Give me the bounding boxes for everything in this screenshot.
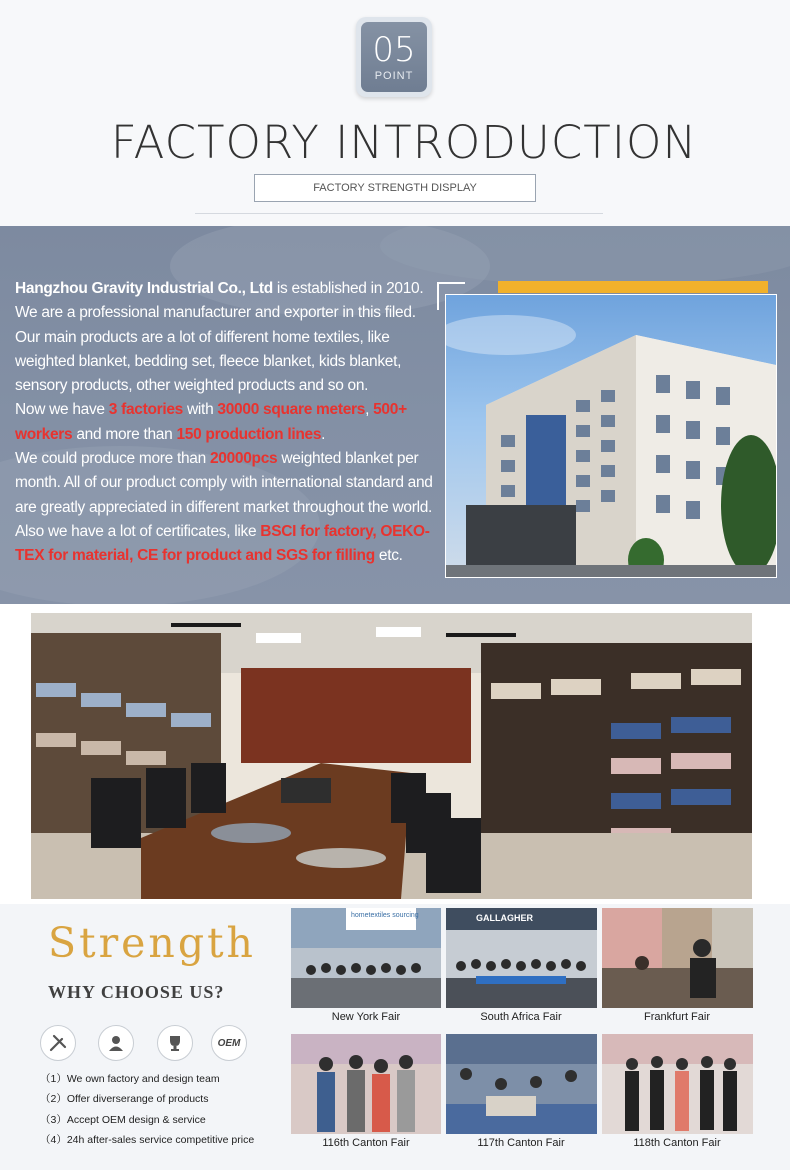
point-badge [356, 17, 432, 97]
fair-photo-118th-canton [602, 1034, 753, 1134]
building-illustration [446, 295, 776, 577]
highlight-factories: 3 factories [108, 401, 184, 419]
reason-item: （4）24h after-sales service competitive price [40, 1134, 255, 1146]
divider [195, 213, 603, 214]
highlight-pcs: 20000pcs [209, 450, 278, 468]
oem-icon [211, 1025, 247, 1061]
factory-building-photo [445, 294, 777, 578]
fair-label: New York Fair [331, 1011, 401, 1023]
intro-text: Hangzhou Gravity Industrial Co., Ltd is established in 2010. We are a professional manufacturer and exporter in this filed. Our main products are a lot of different home textiles, like weighted blanket, bedding set, fleece blanket, kids blanket, sensory products, other weighted products and so on. Now we have 3 factories with 30000 square meters, 500+ workers and more than 150 production lines. We could produce more than 20000pcs weighted blanket per month. All of our product comply with international standard and are greatly appreciated in different market throughout the world. Also we have a lot of certificates, like BSCI for factory, OEKO-TEX for material, CE for product and SGS for filling etc. [15, 280, 433, 565]
company-name: Hangzhou Gravity Industrial Co., Ltd [15, 280, 273, 297]
tools-icon [40, 1025, 76, 1061]
reason-item: （1）We own factory and design team [40, 1073, 220, 1085]
intro-section [0, 226, 790, 604]
badge-label: POINT [374, 70, 414, 82]
fair-label: 116th Canton Fair [322, 1137, 410, 1149]
highlight-lines: 150 production lines [176, 425, 322, 443]
fair-label: 118th Canton Fair [633, 1137, 721, 1149]
person-icon [98, 1025, 134, 1061]
why-choose-us-heading: WHY CHOOSE US? [48, 982, 225, 1002]
fair-photo-frankfurt [602, 908, 753, 1008]
fair-label: Frankfurt Fair [643, 1011, 710, 1023]
page-title: FACTORY INTRODUCTION [110, 116, 698, 169]
header-section [0, 0, 790, 226]
fair-photo-116th-canton [291, 1034, 441, 1134]
fair-label: 117th Canton Fair [477, 1137, 565, 1149]
fair-photo-new-york [291, 908, 441, 1008]
showroom-photo [31, 613, 752, 899]
badge-number: 05 [372, 30, 416, 70]
oem-label: OEM [217, 1037, 241, 1049]
highlight-area: 30000 square meters [217, 401, 366, 419]
reason-item: （2）Offer diverserange of products [40, 1093, 209, 1105]
fair-photo-south-africa [446, 908, 597, 1008]
accent-bar [498, 281, 768, 293]
strength-title: Strength [48, 919, 256, 967]
highlight-certs: BSCI for factory, OEKO-TEX for material, CE for product and SGS for filling [15, 522, 430, 565]
point-badge-inner [361, 22, 427, 92]
fair-sign-text: GALLAGHER [476, 913, 533, 923]
fair-sign-text: hometextiles sourcing [351, 912, 419, 919]
section-subtitle: FACTORY STRENGTH DISPLAY [254, 174, 536, 202]
highlight-workers: 500+ workers [15, 401, 407, 443]
trophy-icon [157, 1025, 193, 1061]
reason-item: （3）Accept OEM design & service [40, 1114, 206, 1126]
showroom-illustration [31, 613, 752, 899]
fair-label: South Africa Fair [480, 1011, 562, 1023]
fair-photo-117th-canton [446, 1034, 597, 1134]
